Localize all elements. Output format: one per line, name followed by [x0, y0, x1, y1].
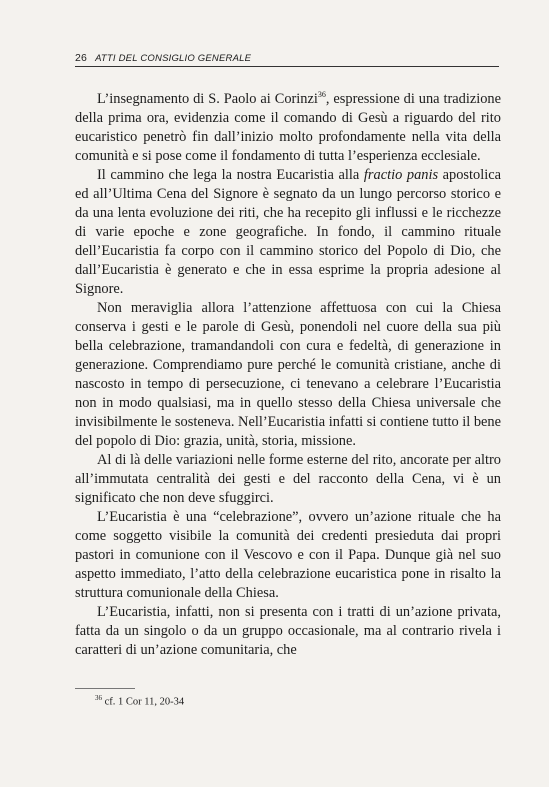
latin-term: fractio panis	[363, 167, 439, 183]
paragraph-4: Al di là delle variazioni nelle forme esterne del rito, ancorate per altro all’immutata centralità dei gesti e del racconto della Cena, vi è un significato che non deve sfuggirci.	[75, 452, 501, 506]
paragraph-1	[75, 90, 501, 166]
paragraph-1-text: L’insegnamento di S. Paolo ai Corinzi	[97, 91, 318, 107]
footnote	[95, 694, 184, 708]
body-text	[75, 90, 501, 660]
footnote-reference: 36	[317, 90, 326, 100]
footnote-number: 36	[95, 694, 102, 702]
paragraph-1-text-cont: , espressione di una tradizione della prima ora, evidenzia come il comando di Gesù a riguardo del rito eucaristico penetrò fin dall’inizio molto profondamente nella vita della comunità e si pose come il fondamento di tutta l’esperienza ecclesiale.	[75, 91, 501, 164]
footnote-rule	[75, 688, 135, 689]
paragraph-3: Non meraviglia allora l’attenzione affettuosa con cui la Chiesa conserva i gesti e le parole di Gesù, ponendoli nel cuore della sua più bella celebrazione, tramandandoli con cura e fedeltà, di generazione in generazione. Comprendiamo pure perché le comunità cristiane, anche di nascosto in tempo di persecuzione, ci tenevano a celebrare l’Eucaristia non in modo qualsiasi, ma in quello stesso della Chiesa universale che invisibilmente le sosteneva. Nell’Eucaristia infatti si contiene tutto il bene del popolo di Dio: grazia, unità, storia, missione.	[75, 300, 502, 449]
page-number: 26	[75, 52, 88, 64]
paragraph-2-text-cont: apostolica ed all’Ultima Cena del Signore è segnato da un lungo percorso storico e da una lenta evoluzione dei riti, che ha recepito gli influssi e le ricchezze di varie epoche e zone geografiche. In fondo, il cammino rituale dell’Eucaristia fa corpo con il cammino storico del Popolo di Dio, che dall’Eucaristia è generato e che in essa esprime la propria adesione al Signore.	[75, 167, 501, 297]
running-head: ATTI DEL CONSIGLIO GENERALE	[95, 53, 252, 64]
header-rule	[75, 66, 499, 67]
footnote-text: cf. 1 Cor 11, 20-34	[102, 696, 185, 708]
paragraph-2-text: Il cammino che lega la nostra Eucaristia alla	[97, 167, 364, 183]
paragraph-5: L’Eucaristia è una “celebrazione”, ovvero un’azione rituale che ha come soggetto visibile la comunità dei credenti presieduta dai propri pastori in comunione con il Vescovo e con il Papa. Dunque già nel suo aspetto immediato, l’atto della celebrazione eucaristica pone in risalto la struttura comunionale della Chiesa.	[75, 509, 501, 601]
paragraph-2	[75, 166, 501, 299]
page-header	[75, 52, 475, 64]
paragraph-6: L’Eucaristia, infatti, non si presenta con i tratti di un’azione privata, fatta da un singolo o da un gruppo occasionale, ma al contrario rivela i caratteri di un’azione comunitaria, che	[75, 604, 501, 658]
